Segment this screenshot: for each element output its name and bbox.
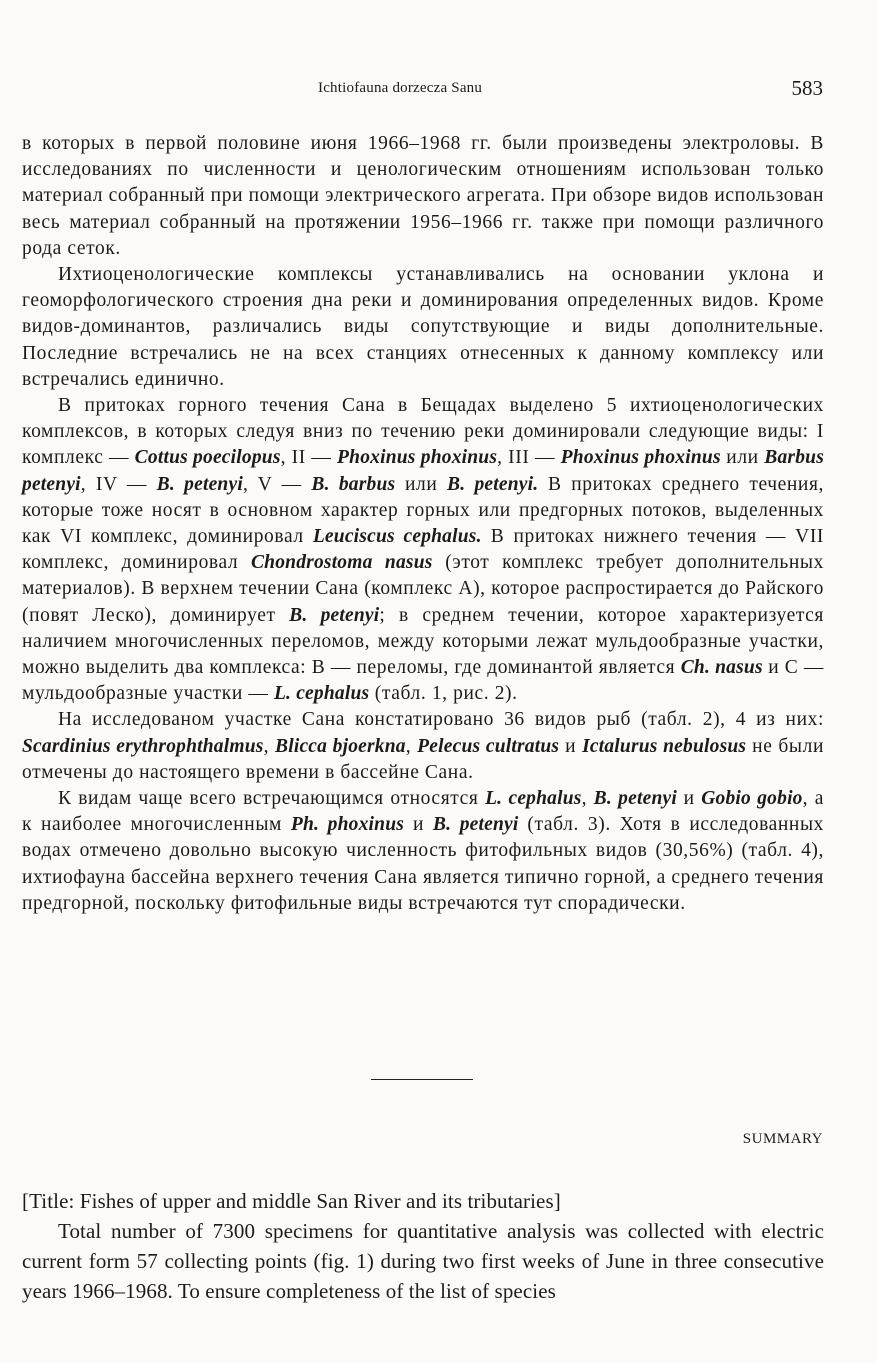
text-run: и — [559, 735, 583, 757]
species-name: L. cephalus — [485, 788, 582, 810]
text-run: и С — мульдообразные участки — — [22, 657, 824, 705]
text-run: , III — — [497, 447, 561, 469]
page-number: 583 — [791, 76, 823, 100]
species-name: Scardinius erythrophthalmus — [22, 735, 264, 757]
text-run: , — [263, 735, 275, 757]
species-name: Chondrostoma nasus — [250, 552, 433, 574]
paragraph-species-count — [22, 707, 824, 786]
text-run: или — [720, 447, 765, 469]
species-name: Phoxinus phoxinus — [337, 447, 498, 469]
text-run: Ихтиоценологические комплексы устанавливались на основании уклона и геоморфологического строения дна реки и доминирования определенных видов. Кроме видов-доминантов, различались виды сопутствующие и виды дополнительные. Последние встречались не на всех станциях отнесенных к данному комплексу или встречались единично. — [22, 264, 824, 390]
paragraph-complexes — [22, 262, 824, 393]
species-name: B. petenyi — [156, 473, 243, 495]
text-run: , IV — — [80, 473, 157, 495]
text-run: или — [395, 473, 447, 495]
species-name: Gobio gobio — [701, 788, 803, 810]
species-name: Ph. phoxinus — [290, 814, 405, 836]
text-run: На исследованом участке Сана констатировано 36 видов рыб (табл. 2), 4 из них: — [58, 709, 824, 731]
russian-body-text — [22, 131, 824, 917]
species-name: Phoxinus phoxinus — [560, 447, 721, 469]
text-run: , V — — [242, 473, 312, 495]
species-name: B. petenyi — [432, 814, 519, 836]
paragraph-methods — [22, 131, 824, 262]
text-run: , а к наиболее многочисленным — [22, 788, 824, 836]
summary-heading: SUMMARY — [742, 1131, 823, 1147]
species-name: B. petenyi. — [446, 473, 539, 495]
summary-title-line: [Title: Fishes of upper and middle San River and its tributaries] — [22, 1189, 561, 1213]
species-name: B. petenyi — [289, 604, 380, 626]
species-name: Leuciscus cephalus. — [312, 526, 482, 548]
species-name: L. cephalus — [273, 683, 370, 705]
text-run: , II — — [280, 447, 338, 469]
text-run: и — [676, 788, 702, 810]
english-summary — [22, 1186, 824, 1306]
text-run: (табл. 3). Хотя в исследованных водах отмечено довольно высокую численность фитофильных видов (30,56%) (табл. 4), ихтиофауна бассейна верхнего течения Сана является типично горной, а среднего течения предгорной, поскольку фитофильные виды встречаются тут спорадически. — [22, 814, 824, 914]
text-run: в которых в первой половине июня 1966–1968 гг. были произведены электроловы. В исследованиях по численности и ценологическим отношениям использован только материал собранный при помощи электрического агрегата. При обзоре видов использован весь материал собранный на протяжении 1956–1966 гг. также при помощи различного рода сеток. — [22, 133, 824, 259]
species-name: Blicca bjoerkna — [275, 735, 406, 757]
text-run: В притоках горного течения Сана в Бещадах выделено 5 ихтиоценологических комплексов, в которых следуя вниз по течению реки доминировали следующие виды: I комплекс — — [22, 395, 824, 469]
species-name: Cottus poecilopus — [134, 447, 281, 469]
paragraph-frequent-species — [22, 786, 824, 917]
text-run: К видам чаще всего встречающимся относятся — [58, 788, 486, 810]
section-divider — [371, 1079, 473, 1080]
text-run: (этот комплекс требует дополнительных материалов). В верхнем течении Сана (комплекс А), которое распростирается до Райского (повят Леско), доминирует — [22, 552, 824, 626]
text-run: (табл. 1, рис. 2). — [369, 683, 518, 705]
text-run: не были отмечены до настоящего времени в бассейне Сана. — [22, 735, 824, 783]
text-run: , — [581, 788, 594, 810]
species-name: Ictalurus nebulosus — [582, 735, 747, 757]
text-run: ; в среднем течении, которое характеризуется наличием многочисленных переломов, между которыми лежат мульдообразные участки, можно выделить два комплекса: В — переломы, где доминантой является — [22, 604, 825, 679]
text-run: В притоках среднего течения, которые тоже носят в основном характер горных или предгорных потоков, выделенных как VI комплекс, доминировал — [22, 473, 824, 548]
species-name: Barbus petenyi — [22, 447, 824, 495]
species-name: B. petenyi — [593, 788, 677, 810]
species-name: Pelecus cultratus — [417, 735, 560, 757]
text-run: и — [404, 814, 433, 836]
running-title: Ichtiofauna dorzecza Sanu — [318, 80, 483, 96]
paragraph-tributaries — [22, 393, 824, 707]
text-run: В притоках нижнего течения — VII комплекс, доминировал — [22, 526, 825, 574]
species-name: B. barbus — [311, 473, 396, 495]
text-run: , — [405, 735, 418, 757]
species-name: Ch. nasus — [680, 657, 763, 679]
summary-paragraph: Total number of 7300 specimens for quantitative analysis was collected with electric current form 57 collecting points (fig. 1) during two first weeks of June in three consecutive years 1966–1968. To ensure completeness of the list of species — [22, 1219, 824, 1303]
